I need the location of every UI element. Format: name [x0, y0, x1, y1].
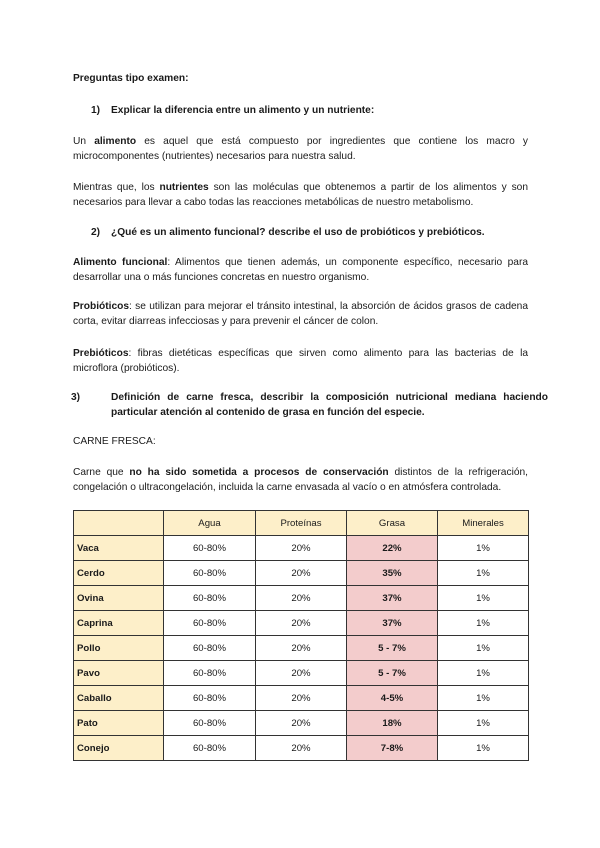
prebioticos-term: Prebióticos — [73, 348, 129, 359]
answer-1-p1-term: alimento — [94, 136, 137, 147]
proteinas-cell: 20% — [256, 586, 347, 611]
header-proteinas: Proteínas — [256, 511, 347, 536]
answer-1-p2-term: nutrientes — [159, 182, 209, 193]
probioticos-paragraph — [73, 299, 528, 329]
table-row — [74, 586, 529, 611]
minerales-cell: 1% — [438, 561, 529, 586]
answer-1-p1-text: es aquel que está compuesto por ingredientes que contiene los macro y microcomponentes (nutrientes) necesarios para nuestra salud. — [73, 136, 528, 162]
carne-fresca-subheading: CARNE FRESCA: — [73, 436, 156, 447]
proteinas-cell: 20% — [256, 536, 347, 561]
question-3-number: 3) — [71, 392, 81, 403]
page-heading: Preguntas tipo examen: — [73, 73, 189, 84]
agua-cell: 60-80% — [164, 661, 256, 686]
minerales-cell: 1% — [438, 661, 529, 686]
answer-1-p2-lead: Mientras que, los — [73, 182, 160, 193]
question-2-text: ¿Qué es un alimento funcional? describe el uso de probióticos y prebióticos. — [111, 227, 485, 238]
table-row — [74, 611, 529, 636]
grasa-cell: 4-5% — [347, 686, 438, 711]
species-cell: Caballo — [74, 686, 164, 711]
table-header-row — [74, 511, 529, 536]
question-1-text: Explicar la diferencia entre un alimento y un nutriente: — [111, 105, 375, 116]
answer-1-paragraph-2 — [73, 180, 528, 210]
agua-cell: 60-80% — [164, 611, 256, 636]
alimento-funcional-text: : Alimentos que tienen además, un componente específico, necesario para desarrollar una o más funciones concretas en nuestro organismo. — [73, 257, 529, 283]
table-row — [74, 686, 529, 711]
grasa-cell: 37% — [347, 611, 438, 636]
header-minerales: Minerales — [438, 511, 529, 536]
probioticos-term: Probióticos — [73, 301, 130, 312]
question-3 — [71, 390, 548, 420]
agua-cell: 60-80% — [164, 536, 256, 561]
table-row — [74, 661, 529, 686]
proteinas-cell: 20% — [256, 711, 347, 736]
alimento-funcional-term: Alimento funcional — [73, 257, 168, 268]
header-species — [74, 511, 164, 536]
grasa-cell: 22% — [347, 536, 438, 561]
question-1 — [91, 103, 528, 118]
agua-cell: 60-80% — [164, 686, 256, 711]
species-cell: Ovina — [74, 586, 164, 611]
table-row — [74, 561, 529, 586]
grasa-cell: 37% — [347, 586, 438, 611]
table-row — [74, 636, 529, 661]
minerales-cell: 1% — [438, 736, 529, 761]
answer-1-p1-lead: Un — [73, 136, 95, 147]
minerales-cell: 1% — [438, 536, 529, 561]
question-3-text: Definición de carne fresca, describir la composición nutricional mediana haciendo particular atención al contenido de grasa en función del especie. — [111, 392, 548, 418]
question-1-number: 1) — [91, 105, 101, 116]
question-2 — [91, 225, 528, 240]
grasa-cell: 5 - 7% — [347, 661, 438, 686]
agua-cell: 60-80% — [164, 636, 256, 661]
grasa-cell: 18% — [347, 711, 438, 736]
species-cell: Vaca — [74, 536, 164, 561]
answer-1-paragraph-1 — [73, 134, 528, 164]
proteinas-cell: 20% — [256, 636, 347, 661]
table-row — [74, 711, 529, 736]
minerales-cell: 1% — [438, 611, 529, 636]
prebioticos-text: : fibras dietéticas específicas que sirven como alimento para las bacterias de la microflora (probióticos). — [73, 348, 528, 374]
species-cell: Cerdo — [74, 561, 164, 586]
proteinas-cell: 20% — [256, 661, 347, 686]
agua-cell: 60-80% — [164, 561, 256, 586]
species-cell: Pollo — [74, 636, 164, 661]
carne-fresca-def-lead: Carne que — [73, 467, 130, 478]
minerales-cell: 1% — [438, 636, 529, 661]
species-cell: Conejo — [74, 736, 164, 761]
probioticos-text: : se utilizan para mejorar el tránsito intestinal, la absorción de ácidos grasos de cadena corta, evitar diarreas infecciosas y para prevenir el cáncer de colon. — [73, 301, 528, 327]
proteinas-cell: 20% — [256, 561, 347, 586]
table-row — [74, 536, 529, 561]
question-2-number: 2) — [91, 227, 101, 238]
header-agua: Agua — [164, 511, 256, 536]
carne-fresca-def-text: distintos de la refrigeración, congelación o ultracongelación, incluida la carne envasada al vacío o en atmósfera controlada. — [73, 467, 528, 493]
agua-cell: 60-80% — [164, 736, 256, 761]
minerales-cell: 1% — [438, 711, 529, 736]
meat-composition-table — [73, 510, 529, 761]
minerales-cell: 1% — [438, 686, 529, 711]
prebioticos-paragraph — [73, 346, 528, 376]
proteinas-cell: 20% — [256, 736, 347, 761]
alimento-funcional-paragraph — [73, 255, 528, 285]
minerales-cell: 1% — [438, 586, 529, 611]
grasa-cell: 5 - 7% — [347, 636, 438, 661]
grasa-cell: 35% — [347, 561, 438, 586]
header-grasa: Grasa — [347, 511, 438, 536]
answer-1-p2-text: son las moléculas que obtenemos a partir de los alimentos y son necesarios para llevar a cabo todas las reacciones metabólicas de nuestro metabolismo. — [73, 182, 528, 208]
table-row — [74, 736, 529, 761]
grasa-cell: 7-8% — [347, 736, 438, 761]
agua-cell: 60-80% — [164, 711, 256, 736]
species-cell: Pato — [74, 711, 164, 736]
proteinas-cell: 20% — [256, 611, 347, 636]
species-cell: Pavo — [74, 661, 164, 686]
agua-cell: 60-80% — [164, 586, 256, 611]
proteinas-cell: 20% — [256, 686, 347, 711]
carne-fresca-def-highlight: no ha sido sometida a procesos de conservación — [129, 467, 389, 478]
carne-fresca-definition — [73, 465, 528, 495]
species-cell: Caprina — [74, 611, 164, 636]
